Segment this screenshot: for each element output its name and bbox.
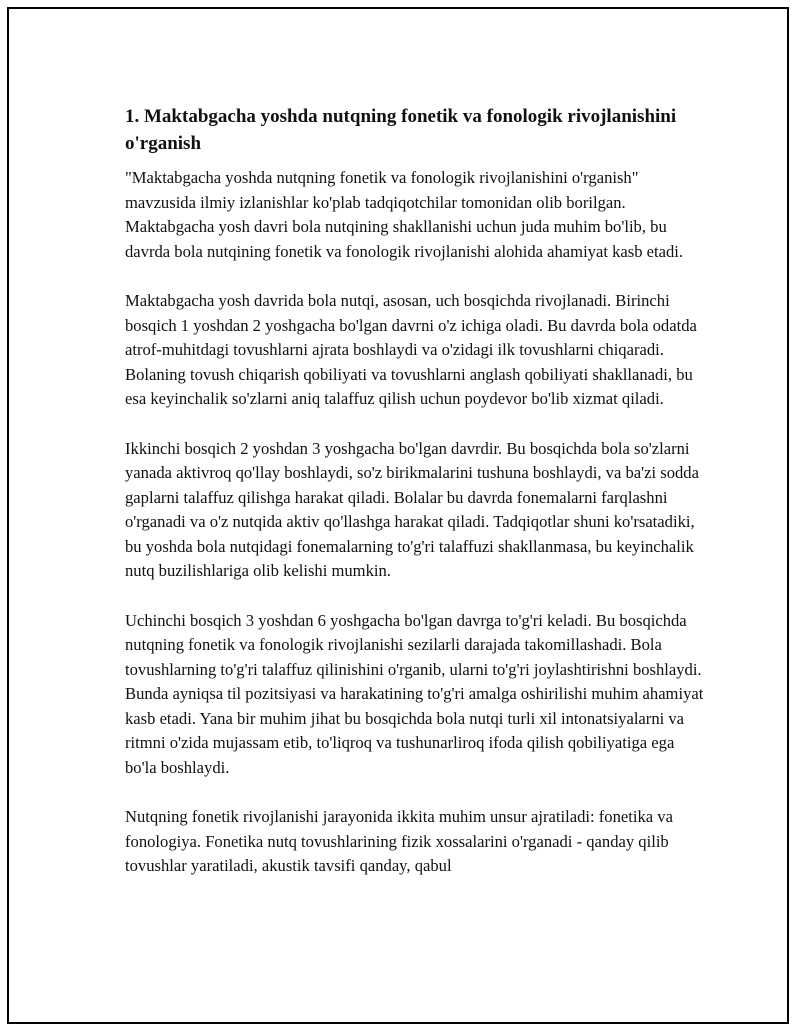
paragraph-stage-two: Ikkinchi bosqich 2 yoshdan 3 yoshgacha bo'lgan davrdir. Bu bosqichda bola so'zlarni yanada aktivroq qo'llay boshlaydi, so'z birikmalarini tushuna boshlaydi, va ba'zi sodda gaplarni talaffuz qilishga harakat qiladi. Bolalar bu davrda fonemalarni farqlashni o'rganadi va o'z nutqida aktiv qo'llashga harakat qiladi. Tadqiqotlar shuni ko'rsatadiki, bu yoshda bola nutqidagi fonemalarning to'g'ri talaffuzi shakllanmasa, bu keyinchalik nutq buzilishlariga olib kelishi mumkin. <box>125 438 699 580</box>
paragraph-intro: "Maktabgacha yoshda nutqning fonetik va fonologik rivojlanishini o'rganish" mavzusida ilmiy izlanishlar ko'plab tadqiqotchilar tomonidan olib borilgan. Maktabgacha yosh davri bola nutqining shakllanishi uchun juda muhim bo'lib, bu davrda bola nutqining fonetik va fonologik rivojlanishi alohida ahamiyat kasb etadi. <box>125 168 684 261</box>
document-page <box>7 7 789 1024</box>
paragraph-stage-three: Uchinchi bosqich 3 yoshdan 6 yoshgacha bo'lgan davrga to'g'ri keladi. Bu bosqichda nutqning fonetik va fonologik rivojlanishi sezilarli darajada takomillashadi. Bola tovushlarning to'g'ri talaffuz qilinishini o'rganib, ularni to'g'ri joylashtirishni boshlaydi. Bunda ayniqsa til pozitsiyasi va harakatining to'g'ri amalga oshirilishi muhim ahamiyat kasb etadi. Yana bir muhim jihat bu bosqichda bola nutqi turli xil intonatsiyalarni va ritmni o'zida mujassam etib, to'liqroq va tushunarliroq ifoda qilish qobiliyatiga ega bo'la boshlaydi. <box>125 610 704 777</box>
section-heading: 1. Maktabgacha yoshda nutqning fonetik va fonologik rivojlanishini o'rganish <box>125 106 677 154</box>
paragraph-stage-one: Maktabgacha yosh davrida bola nutqi, asosan, uch bosqichda rivojlanadi. Birinchi bosqich 1 yoshdan 2 yoshgacha bo'lgan davrni o'z ichiga oladi. Bu davrda bola odatda atrof-muhitdagi tovushlarni ajrata boshlaydi va o'zidagi ilk tovushlarni chiqaradi. Bolaning tovush chiqarish qobiliyati va tovushlarni anglash qobiliyati shakllanadi, bu esa keyinchalik so'zlarni aniq talaffuz qilish uchun poydevor bo'lib xizmat qiladi. <box>125 291 697 408</box>
paragraph-phonetics: Nutqning fonetik rivojlanishi jarayonida ikkita muhim unsur ajratiladi: fonetika va fonologiya. Fonetika nutq tovushlarining fizik xossalarini o'rganadi - qanday qilib tovushlar yaratiladi, akustik tavsifi qanday, qabul <box>125 807 673 875</box>
document-content <box>125 103 705 904</box>
